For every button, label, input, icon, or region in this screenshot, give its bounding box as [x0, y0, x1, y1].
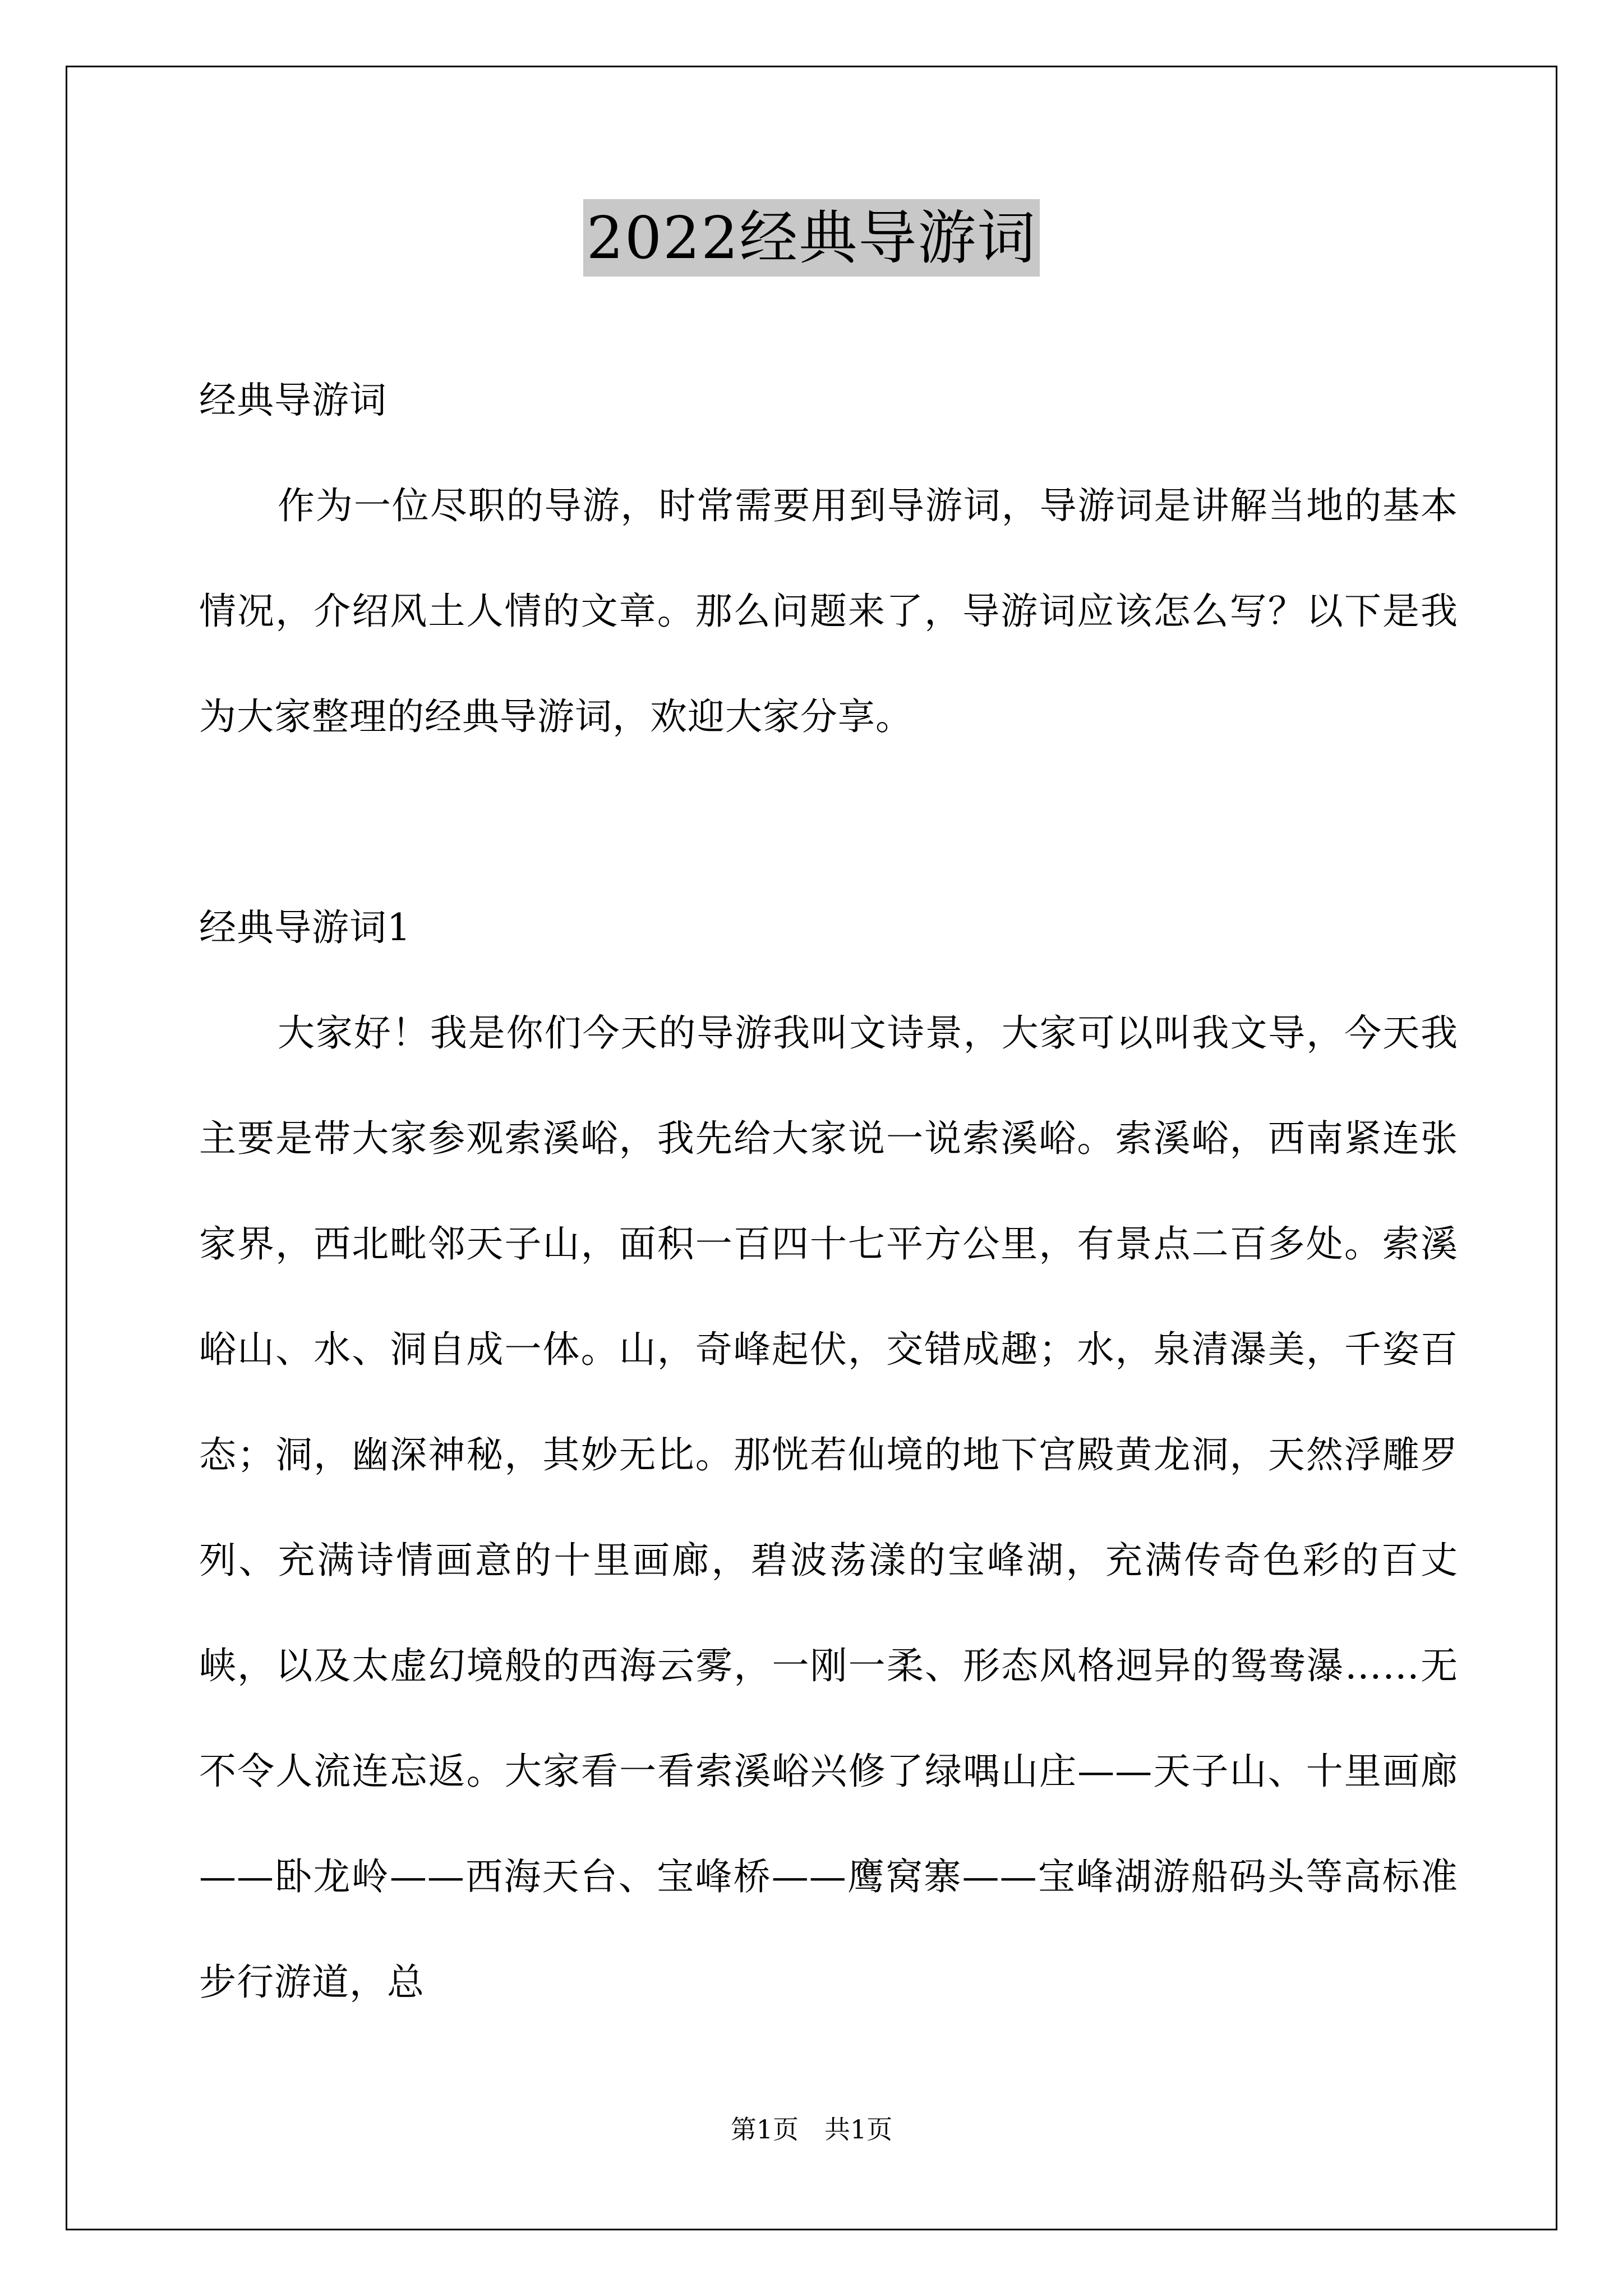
- document-title: 2022经典导游词: [583, 199, 1040, 277]
- intro-heading: 经典导游词: [199, 379, 387, 422]
- page-footer: 第1页 共1页: [730, 2114, 893, 2145]
- document-body: [199, 348, 1458, 2035]
- section-heading: 经典导游词1: [199, 906, 411, 949]
- intro-paragraph: 作为一位尽职的导游，时常需要用到导游词，导游词是讲解当地的基本情况，介绍风土人情的文章。那么问题来了，导游词应该怎么写？以下是我为大家整理的经典导游词，欢迎大家分享。: [199, 484, 1458, 738]
- section-spacer: [199, 770, 1458, 875]
- section-paragraph: 大家好！我是你们今天的导游我叫文诗景，大家可以叫我文导，今天我主要是带大家参观索溪峪，我先给大家说一说索溪峪。索溪峪，西南紧连张家界，西北毗邻天子山，面积一百四十七平方公里，有景点二百多处。索溪峪山、水、洞自成一体。山，奇峰起伏，交错成趣；水，泉清瀑美，千姿百态；洞，幽深神秘，其妙无比。那恍若仙境的地下宫殿黄龙洞，天然浮雕罗列、充满诗情画意的十里画廊，碧波荡漾的宝峰湖，充满传奇色彩的百丈峡，以及太虚幻境般的西海云雾，一刚一柔、形态风格迥异的鸳鸯瀑……无不令人流连忘返。大家看一看索溪峪兴修了绿喁山庄——天子山、十里画廊——卧龙岭——西海天台、宝峰桥——鹰窝寨——宝峰湖游船码头等高标准步行游道，总: [199, 1011, 1458, 2004]
- title-container: [0, 199, 1623, 277]
